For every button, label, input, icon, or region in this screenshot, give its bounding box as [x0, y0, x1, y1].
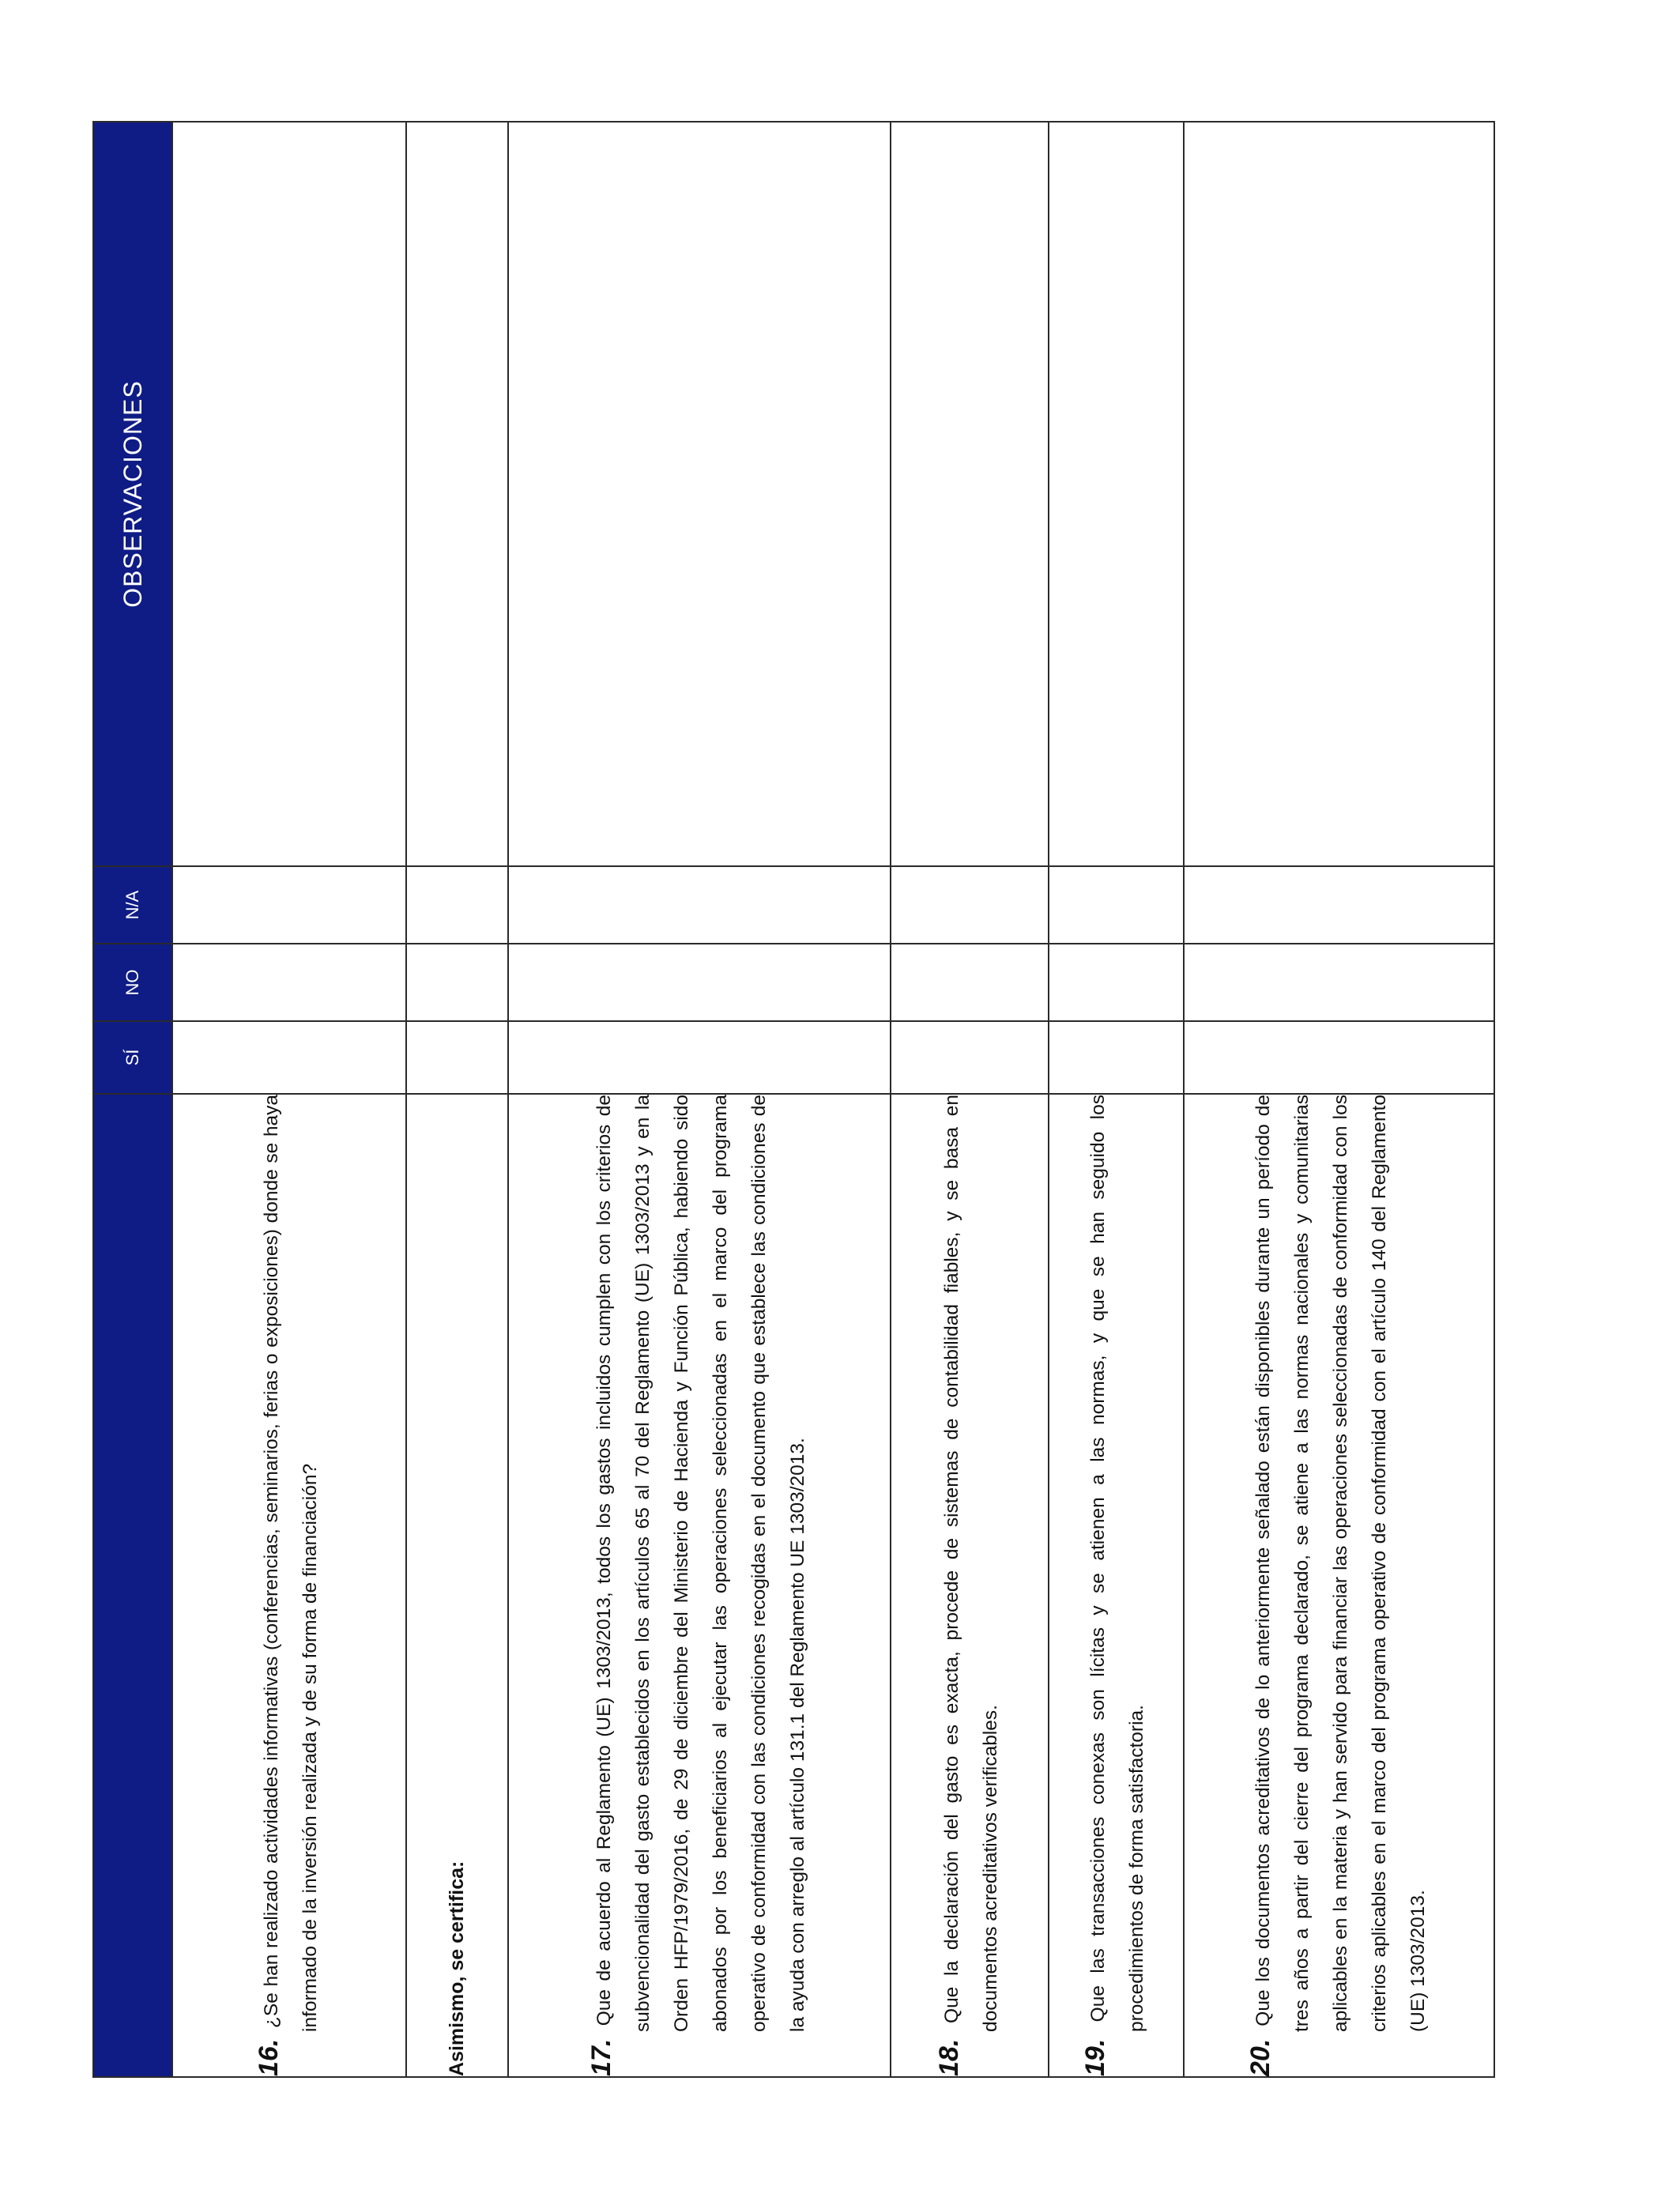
na-checkbox-cell[interactable] [172, 866, 406, 944]
si-checkbox-cell [406, 1021, 508, 1094]
na-checkbox-cell[interactable] [508, 866, 891, 944]
observaciones-cell[interactable] [1049, 122, 1184, 866]
si-checkbox-cell[interactable] [891, 1021, 1049, 1094]
no-checkbox-cell[interactable] [508, 944, 891, 1021]
si-checkbox-cell[interactable] [1184, 1021, 1494, 1094]
question-text: Que de acuerdo al Reglamento (UE) 1303/2013, todos los gastos incluidos cumplen con los criterios de subvencionalidad del gasto establecidos en los artículos 65 al 70 del Reglamento (UE) 1303/2013 y en la Orden HFP/1979/2016, de 29 de diciembre del Ministerio de Hacienda y Función Pública, habiendo sido abonados por los beneficiarios al ejecutar las operaciones seleccionadas en el marco del programa operativo de conformidad con las condiciones recogidas en el documento que establece las condiciones de la ayuda con arreglo al artículo 131.1 del Reglamento UE 1303/2013. [593, 1094, 808, 2032]
no-checkbox-cell[interactable] [1049, 944, 1184, 1021]
question-row-17 [508, 122, 891, 2077]
si-checkbox-cell[interactable] [1049, 1021, 1184, 1094]
question-number: 18. [933, 2038, 964, 2076]
question-row-19 [1049, 122, 1184, 2077]
question-number: 16. [253, 2038, 284, 2076]
question-column-header [93, 1094, 172, 2077]
si-column-header: SÍ [93, 1021, 172, 1094]
si-checkbox-cell[interactable] [508, 1021, 891, 1094]
question-cell [1184, 1094, 1494, 2077]
rotated-page [92, 123, 1429, 2078]
question-row-16 [172, 122, 406, 2077]
na-checkbox-cell[interactable] [891, 866, 1049, 944]
observaciones-cell[interactable] [508, 122, 891, 866]
no-checkbox-cell[interactable] [172, 944, 406, 1021]
no-checkbox-cell[interactable] [1184, 944, 1494, 1021]
question-number: 20. [1245, 2038, 1275, 2076]
question-cell [1049, 1094, 1184, 2077]
question-text: Que las transacciones conexas son lícitas y se atienen a las normas, y que se han seguido los procedimientos de forma satisfactoria. [1087, 1095, 1147, 2032]
header-row [93, 122, 172, 2077]
na-checkbox-cell [406, 866, 508, 944]
question-text: Que los documentos acreditativos de lo anteriormente señalado están disponibles durante un período de tres años a partir del cierre del programa declarado, se atiene a las normas nacionales y comunitarias aplicables en la materia y han servido para financiar las operaciones seleccionadas de conformidad con los criterios aplicables en el marco del programa operativo de conformidad con el artículo 140 del Reglamento (UE) 1303/2013. [1252, 1095, 1429, 2032]
no-column-header: NO [93, 944, 172, 1021]
observaciones-cell[interactable] [1184, 122, 1494, 866]
checklist-table [92, 121, 1495, 2078]
na-column-header: N/A [93, 866, 172, 944]
question-cell [172, 1094, 406, 2077]
question-row-18 [891, 122, 1049, 2077]
si-checkbox-cell[interactable] [172, 1021, 406, 1094]
question-cell [508, 1094, 891, 2077]
question-number: 17. [586, 2038, 616, 2076]
question-row-20 [1184, 122, 1494, 2077]
observaciones-cell [406, 122, 508, 866]
question-number: 19. [1080, 2038, 1110, 2076]
observaciones-cell[interactable] [891, 122, 1049, 866]
question-cell [891, 1094, 1049, 2077]
no-checkbox-cell[interactable] [891, 944, 1049, 1021]
observaciones-cell[interactable] [172, 122, 406, 866]
no-checkbox-cell [406, 944, 508, 1021]
observaciones-column-header: OBSERVACIONES [93, 122, 172, 866]
question-text: ¿Se han realizado actividades informativas (conferencias, seminarios, ferias o exposiciones) donde se haya informado de la inversión realizada y de su forma de financiación? [260, 1095, 321, 2032]
section-title: Asimismo, se certifica: [406, 1094, 508, 2077]
section-row [406, 122, 508, 2077]
question-text: Que la declaración del gasto es exacta, procede de sistemas de contabilidad fiables, y se basa en documentos acreditativos verificables. [940, 1095, 1001, 2032]
na-checkbox-cell[interactable] [1049, 866, 1184, 944]
na-checkbox-cell[interactable] [1184, 866, 1494, 944]
